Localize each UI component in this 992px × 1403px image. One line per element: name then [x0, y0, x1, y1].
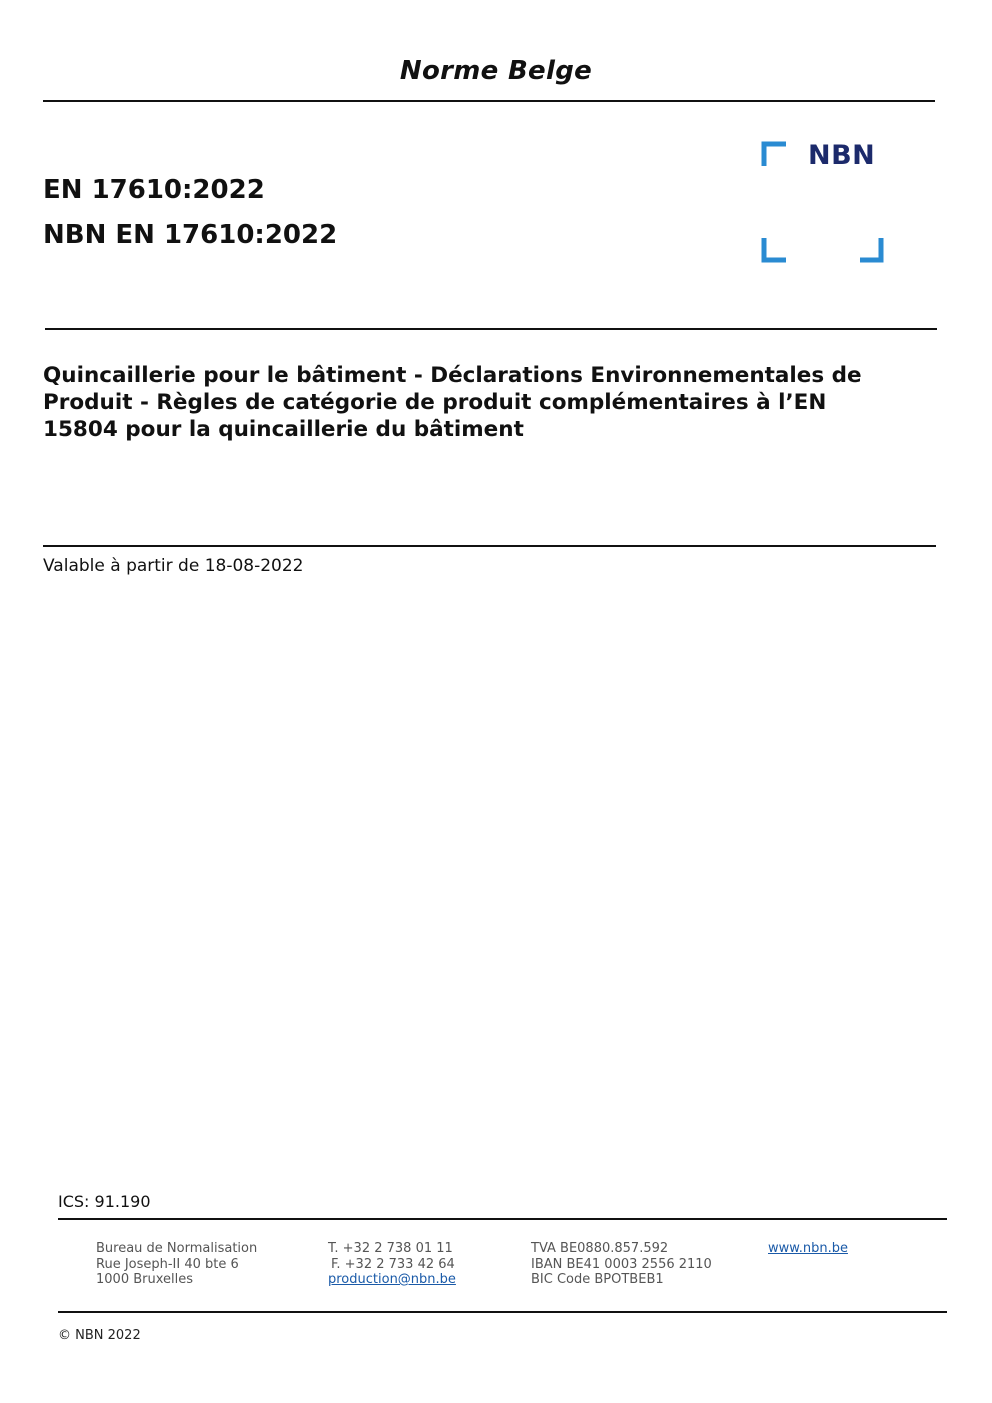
- header-divider: [43, 100, 935, 102]
- address-line: Rue Joseph-II 40 bte 6: [96, 1256, 239, 1272]
- document-title: Quincaillerie pour le bâtiment - Déclarations Environnementales de Produit - Règles de catégorie de produit complémentaires à l’EN 15804 pour la quincaillerie du bâtiment: [43, 363, 862, 442]
- footer-divider-bottom: [58, 1311, 947, 1313]
- standard-code-nbn: NBN EN 17610:2022: [43, 220, 338, 250]
- footer-web: [768, 1241, 848, 1257]
- ics-code: ICS: 91.190: [58, 1192, 151, 1211]
- footer-divider-top: [58, 1218, 947, 1220]
- phone-number: T. +32 2 738 01 11: [328, 1241, 453, 1256]
- footer-banking: [531, 1241, 712, 1288]
- nbn-logo: [760, 140, 886, 266]
- vat-number: TVA BE0880.857.592: [531, 1241, 669, 1256]
- address-line: 1000 Bruxelles: [96, 1272, 194, 1287]
- section-divider-1: [45, 328, 937, 330]
- validity-date: Valable à partir de 18-08-2022: [43, 556, 304, 576]
- iban-number: IBAN BE41 0003 2556 2110: [531, 1256, 712, 1272]
- fax-number: F. +32 2 733 42 64: [331, 1256, 455, 1272]
- email-link[interactable]: production@nbn.be: [328, 1272, 456, 1287]
- logo-text: NBN: [808, 140, 876, 171]
- footer-contact: [328, 1241, 456, 1288]
- footer-address: [96, 1241, 257, 1288]
- address-line: Bureau de Normalisation: [96, 1241, 258, 1256]
- page-header-title: Norme Belge: [399, 56, 593, 86]
- section-divider-2: [43, 545, 936, 547]
- bic-code: BIC Code BPOTBEB1: [531, 1272, 664, 1287]
- standard-code-en: EN 17610:2022: [43, 175, 265, 205]
- website-link[interactable]: www.nbn.be: [768, 1241, 848, 1256]
- copyright-notice: © NBN 2022: [58, 1328, 141, 1343]
